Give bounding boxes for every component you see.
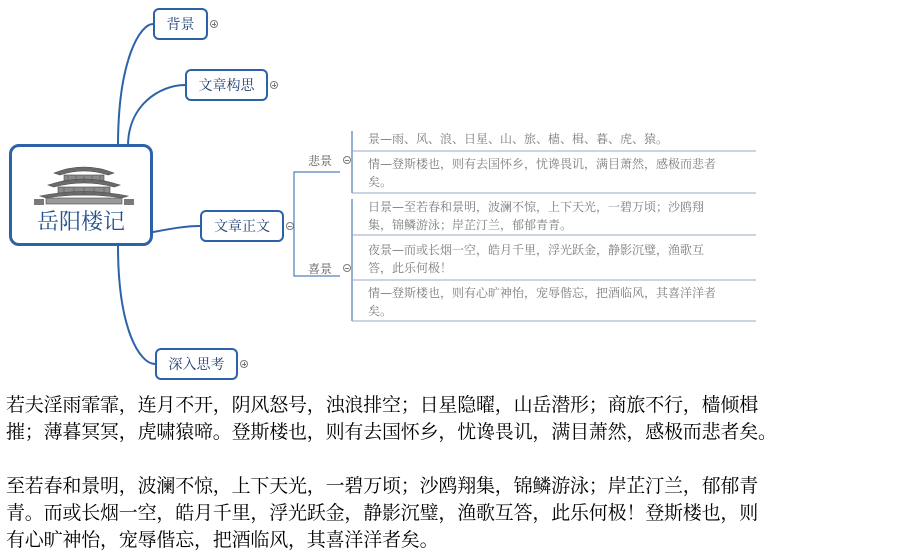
sad-scene-leaf-feeling[interactable]: [368, 155, 716, 191]
leaf-line: 日景—至若春和景明，波澜不惊，上下天光，一碧万顷；沙鸥翔: [368, 200, 705, 214]
passage-line: 摧；薄暮冥冥，虎啸猿啼。登斯楼也，则有去国怀乡，忧谗畏讥，满目萧然，感极而悲者矣。: [6, 421, 777, 443]
passage-sad: [6, 392, 918, 446]
passage-line: 若夫淫雨霏霏，连月不开，阴风怒号，浊浪排空；日星隐曜，山岳潜形；商旅不行，樯倾楫: [6, 394, 759, 416]
happy-scene-label[interactable]: 喜景: [308, 262, 333, 276]
branch-background[interactable]: [153, 8, 208, 40]
connector-reflection: [118, 246, 155, 364]
branch-structure-label: 文章构思: [198, 78, 255, 94]
collapse-main-text-icon[interactable]: [286, 222, 294, 230]
connector-sad-scene: [294, 172, 340, 226]
leaf-line: 情—登斯楼也，则有去国怀乡，忧谗畏讥，满目萧然，感极而悲者: [368, 157, 717, 171]
leaf-line: 情—登斯楼也，则有心旷神怡，宠辱偕忘，把酒临风，其喜洋洋者: [368, 286, 717, 300]
branch-reflection[interactable]: [155, 348, 238, 380]
happy-scene-leaf-feeling[interactable]: [368, 284, 716, 320]
branch-reflection-label: 深入思考: [168, 357, 225, 373]
passage-line: 至若春和景明，波澜不惊，上下天光，一碧万顷；沙鸥翔集，锦鳞游泳；岸芷汀兰，郁郁青: [6, 475, 759, 497]
collapse-sad-scene-icon[interactable]: [343, 156, 351, 164]
leaf-line: 矣。: [368, 175, 393, 189]
connector-structure: [128, 85, 185, 146]
branch-main-text[interactable]: [200, 210, 284, 242]
branch-main-text-label: 文章正文: [214, 219, 270, 235]
root-title: 岳阳楼记: [36, 210, 125, 235]
expand-reflection-icon[interactable]: [240, 360, 248, 368]
expand-structure-icon[interactable]: [270, 81, 278, 89]
happy-scene-leaf-night[interactable]: [368, 241, 704, 277]
branch-structure[interactable]: [185, 69, 268, 101]
leaf-line: 景—雨、风、浪、日星、山、旅、樯、楫、暮、虎、猿。: [368, 132, 669, 146]
happy-scene-leaf-day[interactable]: [368, 198, 704, 234]
connector-background: [118, 24, 153, 146]
collapse-happy-scene-icon[interactable]: [343, 264, 351, 272]
expand-background-icon[interactable]: [210, 20, 218, 28]
sad-scene-leaf-view[interactable]: [368, 130, 668, 148]
leaf-line: 矣。: [368, 304, 393, 318]
branch-background-label: 背景: [166, 17, 195, 33]
passage-line: 青。而或长烟一空，皓月千里，浮光跃金，静影沉璧，渔歌互答，此乐何极！登斯楼也，则: [6, 502, 759, 524]
yueyang-tower-illustration: [34, 159, 134, 205]
passage-happy: [6, 473, 918, 554]
sad-scene-label[interactable]: 悲景: [308, 154, 333, 168]
leaf-line: 答，此乐何极！: [368, 261, 453, 275]
leaf-line: 夜景—而或长烟一空，皓月千里，浮光跃金，静影沉璧，渔歌互: [368, 243, 705, 257]
root-node[interactable]: [9, 144, 153, 246]
leaf-line: 集，锦鳞游泳；岸芷汀兰，郁郁青青。: [368, 218, 573, 232]
passage-line: 有心旷神怡，宠辱偕忘，把酒临风，其喜洋洋者矣。: [6, 529, 439, 551]
